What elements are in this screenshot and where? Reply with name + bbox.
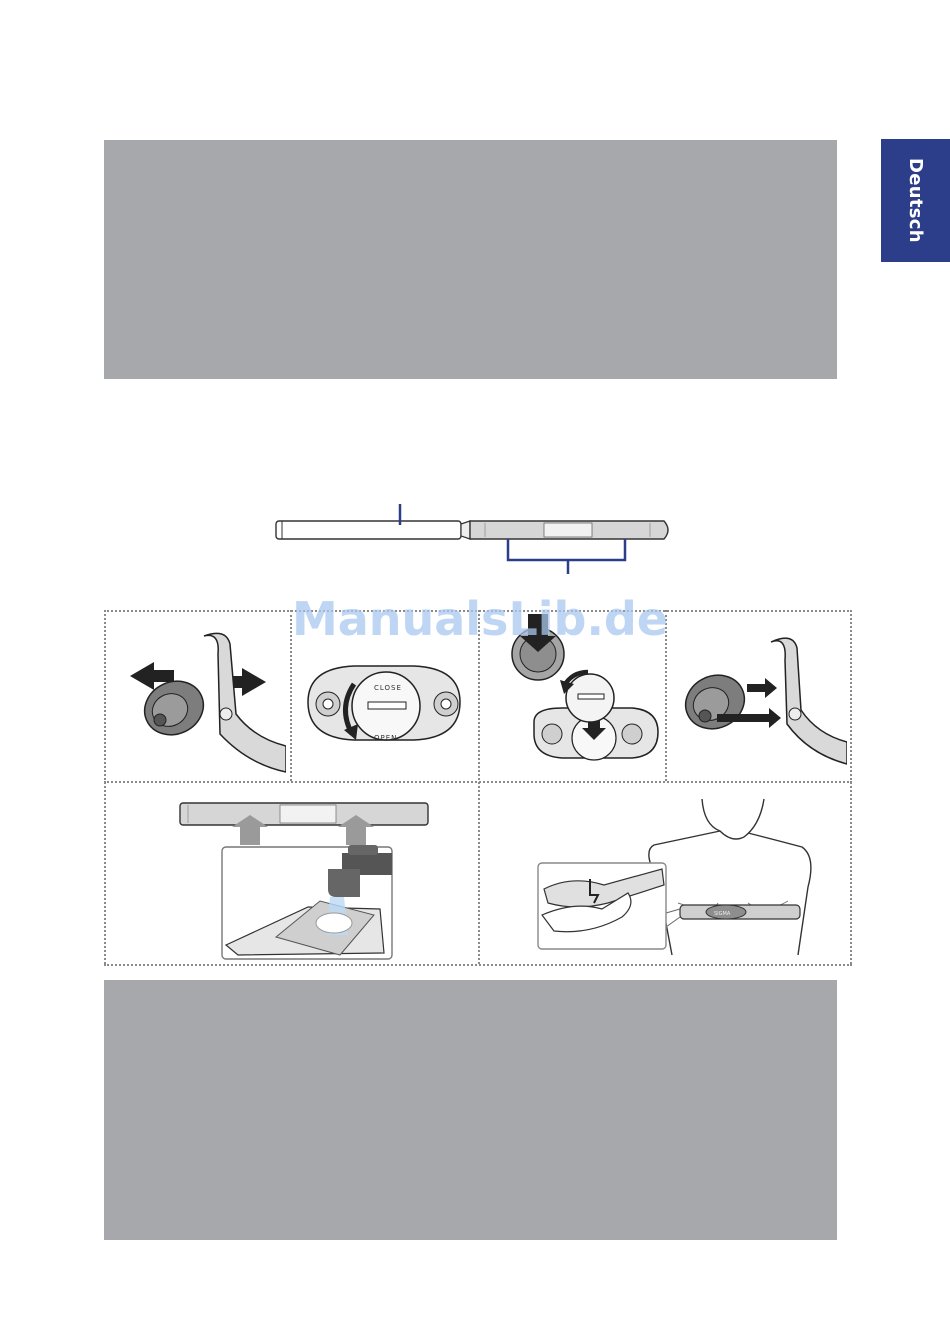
grid-line-right	[850, 610, 852, 964]
watermark: ManualsLib.de	[291, 592, 669, 646]
panel-attach-transmitter	[669, 614, 847, 776]
panel-moisten-electrodes	[108, 785, 474, 961]
cover-close-label: CLOSE	[374, 684, 402, 692]
grid-line-left	[104, 610, 106, 964]
electrode-bracket	[508, 539, 625, 560]
panel-wear-chest-strap	[482, 785, 848, 961]
cover-open-label: OPEN	[374, 734, 398, 742]
chest-strap-overview-figure	[270, 498, 680, 576]
language-tab-label: Deutsch	[905, 158, 926, 243]
grid-line-row1-b	[478, 610, 480, 964]
grid-line-bottom	[104, 964, 852, 966]
bottom-gray-panel	[104, 980, 837, 1240]
language-tab[interactable]	[881, 139, 950, 262]
panel-detach-transmitter	[108, 614, 286, 776]
transmitter-logo: SIGMA	[714, 911, 731, 917]
top-gray-panel	[104, 140, 837, 379]
